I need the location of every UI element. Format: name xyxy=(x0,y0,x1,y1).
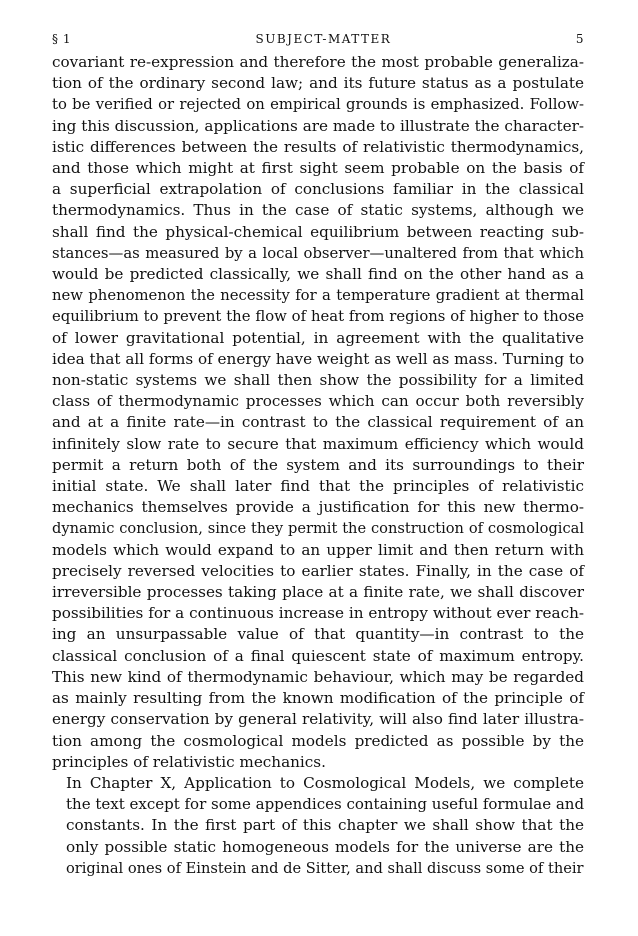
text-line: This new kind of thermodynamic behaviour, which may be regarded xyxy=(52,667,584,686)
text-line: covariant re-expression and therefore the most probable generaliza- xyxy=(52,53,584,71)
text-line: istic differences between the results of relativistic thermodynamics, xyxy=(52,137,584,156)
text-line: possibilities for a continuous increase in entropy without ever reach- xyxy=(52,604,584,623)
text-line: principles of relativistic mechanics. xyxy=(52,752,326,771)
running-title: SUBJECT-MATTER xyxy=(255,32,392,46)
paragraph xyxy=(52,52,584,773)
page-number: 5 xyxy=(575,32,584,46)
text-line: tion among the cosmological models predicted as possible by the xyxy=(52,731,584,750)
text-line: ing an unsurpassable value of that quantity—in contrast to the xyxy=(52,625,584,644)
running-header xyxy=(52,32,584,50)
body-text xyxy=(52,52,584,879)
text-line: shall find the physical-chemical equilibrium between reacting sub- xyxy=(52,222,584,241)
book-page xyxy=(52,32,584,879)
text-line: tion of the ordinary second law; and its future status as a postulate xyxy=(52,74,584,93)
text-line: energy conservation by general relativity, will also find later illustra- xyxy=(52,710,584,729)
text-line: and at a finite rate—in contrast to the classical requirement of an xyxy=(52,413,584,432)
text-line: constants. In the first part of this chapter we shall show that the xyxy=(66,816,584,835)
text-line: ing this discussion, applications are made to illustrate the character- xyxy=(52,116,584,135)
text-line: precisely reversed velocities to earlier states. Finally, in the case of xyxy=(52,561,584,580)
text-line: infinitely slow rate to secure that maximum efficiency which would xyxy=(52,434,584,453)
text-line: original ones of Einstein and de Sitter, and shall discuss some of their xyxy=(66,859,584,877)
text-line: classical conclusion of a final quiescent state of maximum entropy. xyxy=(52,646,584,665)
text-line: stances—as measured by a local observer—unaltered from that which xyxy=(52,244,584,262)
text-line: idea that all forms of energy have weight as well as mass. Turning to xyxy=(52,349,585,368)
paragraph xyxy=(52,773,584,879)
text-line: In Chapter X, Application to Cosmological Models, we complete xyxy=(66,773,584,792)
text-line: equilibrium to prevent the flow of heat from regions of higher to those xyxy=(52,308,584,326)
text-line: non-static systems we shall then show the possibility for a limited xyxy=(52,371,584,390)
text-line: would be predicted classically, we shall find on the other hand as a xyxy=(52,265,584,284)
text-line: permit a return both of the system and its surroundings to their xyxy=(52,455,584,474)
text-line: the text except for some appendices containing useful formulae and xyxy=(66,795,585,814)
text-line: models which would expand to an upper limit and then return with xyxy=(52,540,584,559)
text-line: a superficial extrapolation of conclusions familiar in the classical xyxy=(52,180,584,199)
text-line: class of thermodynamic processes which can occur both reversibly xyxy=(52,392,584,411)
text-line: as mainly resulting from the known modification of the principle of xyxy=(52,689,584,708)
text-line: of lower gravitational potential, in agreement with the qualitative xyxy=(52,328,584,347)
text-line: mechanics themselves provide a justification for this new thermo- xyxy=(52,498,584,517)
text-line: dynamic conclusion, since they permit the construction of cosmological xyxy=(52,520,584,538)
text-line: new phenomenon the necessity for a temperature gradient at thermal xyxy=(52,287,584,305)
text-line: irreversible processes taking place at a finite rate, we shall discover xyxy=(52,583,584,602)
text-line: to be verified or rejected on empirical grounds is emphasized. Follow- xyxy=(52,96,584,114)
text-line: only possible static homogeneous models for the universe are the xyxy=(66,837,584,856)
text-line: and those which might at first sight seem probable on the basis of xyxy=(52,159,584,178)
section-number: § 1 xyxy=(52,32,71,46)
text-line: initial state. We shall later find that the principles of relativistic xyxy=(52,477,584,496)
text-line: thermodynamics. Thus in the case of static systems, although we xyxy=(52,201,584,220)
